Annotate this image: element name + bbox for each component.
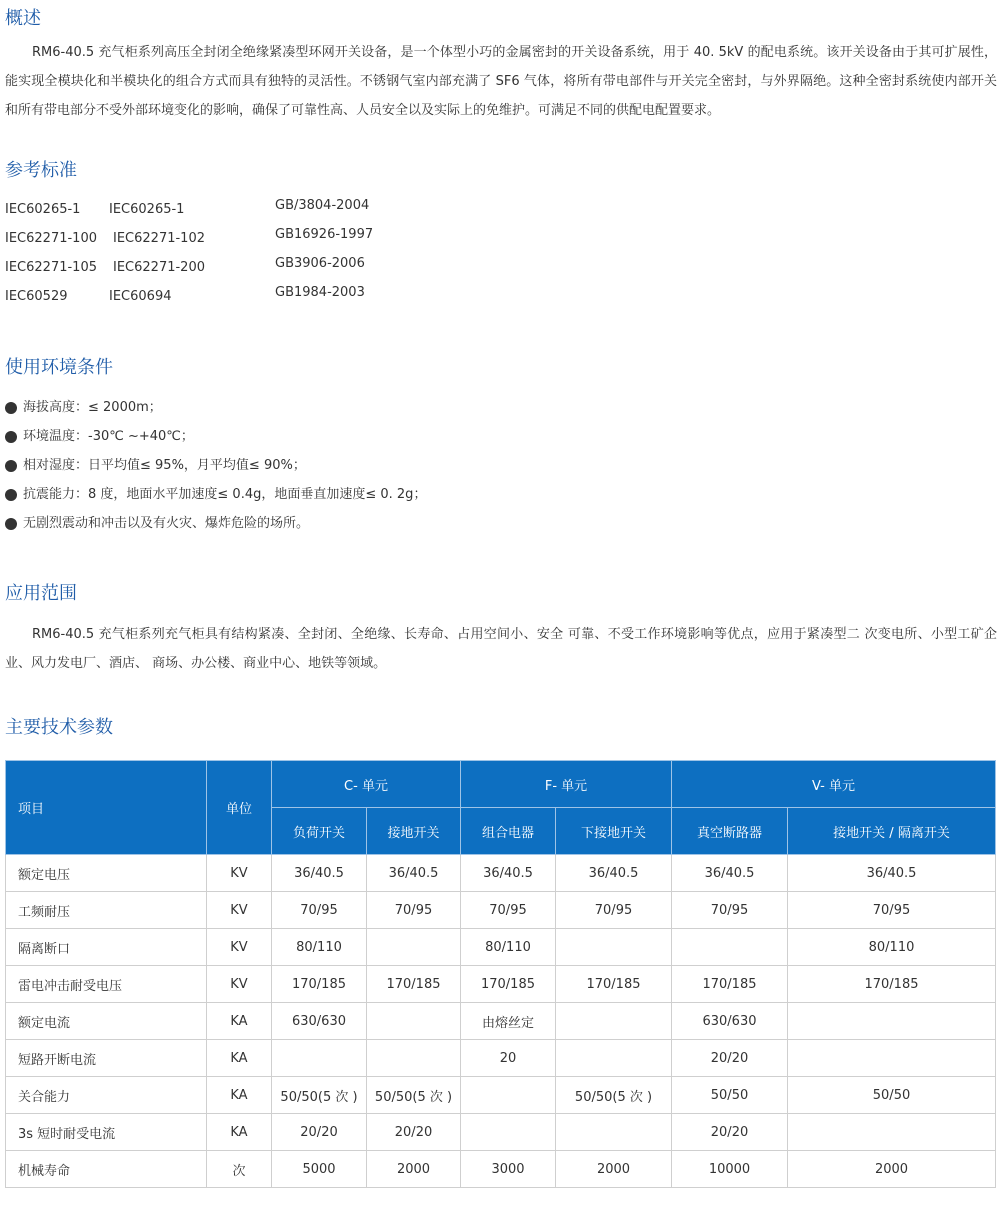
standard-item: IEC60265-1 [5, 202, 81, 217]
standard-item: GB3906-2006 [275, 256, 365, 271]
environment-list [5, 393, 426, 538]
list-item-text: 无剧烈震动和冲击以及有火灾、爆炸危险的场所。 [23, 516, 310, 531]
standard-item: IEC60529 [5, 289, 68, 304]
table-cell: 2000 [788, 1151, 996, 1188]
list-item [5, 393, 426, 422]
row-unit: KV [207, 966, 272, 1003]
row-unit: KA [207, 1040, 272, 1077]
table-cell: 70/95 [461, 892, 556, 929]
row-unit: KA [207, 1114, 272, 1151]
row-label: 关合能力 [6, 1077, 207, 1114]
table-cell: 50/50(5 次 ) [272, 1077, 367, 1114]
standard-item: GB/3804-2004 [275, 198, 370, 213]
standard-item: IEC62271-105 [5, 260, 97, 275]
table-cell [367, 1040, 461, 1077]
table-row [6, 1077, 996, 1114]
standards-heading: 参考标准 [5, 160, 77, 181]
table-cell: 5000 [272, 1151, 367, 1188]
table-cell: 80/110 [788, 929, 996, 966]
table-cell [672, 929, 788, 966]
table-row [6, 892, 996, 929]
standard-item: GB1984-2003 [275, 285, 365, 300]
params-heading: 主要技术参数 [5, 717, 113, 738]
row-label: 额定电压 [6, 855, 207, 892]
table-cell: 36/40.5 [272, 855, 367, 892]
table-row [6, 1003, 996, 1040]
table-row [6, 855, 996, 892]
table-cell: 20/20 [672, 1114, 788, 1151]
header-sub: 负荷开关 [272, 808, 367, 855]
header-sub: 接地开关 [367, 808, 461, 855]
list-item-text: 相对湿度：日平均值≤ 95%，月平均值≤ 90%； [23, 458, 306, 473]
list-item [5, 509, 426, 538]
table-cell: 170/185 [367, 966, 461, 1003]
list-item [5, 480, 426, 509]
table-cell [367, 1003, 461, 1040]
standard-item: IEC62271-200 [113, 260, 205, 275]
table-cell: 70/95 [788, 892, 996, 929]
table-cell: 36/40.5 [367, 855, 461, 892]
header-unit: 单位 [207, 761, 272, 855]
list-item-text: 海拔高度：≤ 2000m； [23, 400, 162, 415]
table-cell: 36/40.5 [461, 855, 556, 892]
table-cell: 20 [461, 1040, 556, 1077]
standard-item: IEC62271-102 [113, 231, 205, 246]
standard-item: GB16926-1997 [275, 227, 374, 242]
table-cell: 170/185 [272, 966, 367, 1003]
row-unit: KA [207, 1003, 272, 1040]
table-cell: 70/95 [367, 892, 461, 929]
standard-item: IEC60265-1 [109, 202, 185, 217]
table-cell: 630/630 [672, 1003, 788, 1040]
list-item [5, 451, 426, 480]
table-cell: 2000 [556, 1151, 672, 1188]
row-label: 短路开断电流 [6, 1040, 207, 1077]
header-group: C- 单元 [272, 761, 461, 808]
table-cell: 20/20 [367, 1114, 461, 1151]
table-cell: 80/110 [461, 929, 556, 966]
header-sub: 接地开关 / 隔离开关 [788, 808, 996, 855]
table-cell: 170/185 [672, 966, 788, 1003]
table-cell: 70/95 [556, 892, 672, 929]
table-cell: 630/630 [272, 1003, 367, 1040]
row-label: 隔离断口 [6, 929, 207, 966]
table-cell: 20/20 [272, 1114, 367, 1151]
table-cell [461, 1114, 556, 1151]
table-cell: 50/50(5 次 ) [556, 1077, 672, 1114]
row-label: 雷电冲击耐受电压 [6, 966, 207, 1003]
table-cell [788, 1040, 996, 1077]
bullet-icon [5, 402, 17, 414]
application-heading: 应用范围 [5, 583, 77, 604]
row-label: 3s 短时耐受电流 [6, 1114, 207, 1151]
table-cell [367, 929, 461, 966]
bullet-icon [5, 489, 17, 501]
table-row [6, 929, 996, 966]
standard-item: IEC62271-100 [5, 231, 97, 246]
row-label: 工频耐压 [6, 892, 207, 929]
table-cell [272, 1040, 367, 1077]
table-cell: 由熔丝定 [461, 1003, 556, 1040]
row-unit: KV [207, 929, 272, 966]
table-cell: 70/95 [272, 892, 367, 929]
table-cell: 20/20 [672, 1040, 788, 1077]
table-cell: 36/40.5 [672, 855, 788, 892]
standard-item: IEC60694 [109, 289, 172, 304]
table-cell: 70/95 [672, 892, 788, 929]
table-cell [788, 1003, 996, 1040]
bullet-icon [5, 518, 17, 530]
table-cell [461, 1077, 556, 1114]
parameters-table-body [6, 855, 996, 1188]
list-item [5, 422, 426, 451]
row-unit: KV [207, 855, 272, 892]
table-row [6, 1114, 996, 1151]
application-paragraph: RM6-40.5 充气柜系列充气柜具有结构紧凑、全封闭、全绝缘、长寿命、占用空间小、安全 可靠、不受工作环境影响等优点，应用于紧凑型二 次变电所、小型工矿企业、风力发电厂、酒店、 商场、办公楼、商业中心、地铁等领域。 [5, 627, 997, 671]
table-cell [556, 1040, 672, 1077]
row-label: 机械寿命 [6, 1151, 207, 1188]
bullet-icon [5, 431, 17, 443]
table-cell: 170/185 [461, 966, 556, 1003]
table-row [6, 966, 996, 1003]
table-cell: 50/50 [788, 1077, 996, 1114]
table-cell: 50/50 [672, 1077, 788, 1114]
parameters-table [5, 760, 996, 1188]
table-cell [556, 929, 672, 966]
header-group: F- 单元 [461, 761, 672, 808]
bullet-icon [5, 460, 17, 472]
environment-heading: 使用环境条件 [5, 357, 113, 378]
table-cell: 3000 [461, 1151, 556, 1188]
header-item: 项目 [6, 761, 207, 855]
table-cell: 80/110 [272, 929, 367, 966]
table-cell [788, 1114, 996, 1151]
row-label: 额定电流 [6, 1003, 207, 1040]
table-cell: 36/40.5 [556, 855, 672, 892]
header-sub: 下接地开关 [556, 808, 672, 855]
row-unit: 次 [207, 1151, 272, 1188]
header-sub: 真空断路器 [672, 808, 788, 855]
table-row [6, 1151, 996, 1188]
table-cell: 2000 [367, 1151, 461, 1188]
table-cell: 170/185 [556, 966, 672, 1003]
table-row [6, 1040, 996, 1077]
table-cell: 10000 [672, 1151, 788, 1188]
list-item-text: 抗震能力：8 度，地面水平加速度≤ 0.4g，地面垂直加速度≤ 0. 2g； [23, 487, 427, 502]
overview-heading: 概述 [5, 8, 41, 29]
row-unit: KV [207, 892, 272, 929]
table-cell: 170/185 [788, 966, 996, 1003]
header-sub: 组合电器 [461, 808, 556, 855]
table-cell [556, 1003, 672, 1040]
list-item-text: 环境温度：-30℃ ~+40℃； [23, 429, 194, 444]
table-cell: 36/40.5 [788, 855, 996, 892]
header-group: V- 单元 [672, 761, 996, 808]
table-cell: 50/50(5 次 ) [367, 1077, 461, 1114]
overview-paragraph: RM6-40.5 充气柜系列高压全封闭全绝缘紧凑型环网开关设备，是一个体型小巧的金属密封的开关设备系统，用于 40. 5kV 的配电系统。该开关设备由于其可扩展性，能实现全模块化和半模块化的组合方式而具有独特的灵活性。不锈钢气室内部充满了 SF6 气体，将所有带电部件与开关完全密封，与外界隔绝。这种全密封系统使内部开关和所有带电部分不受外部环境变化的影响，确保了可靠性高、人员安全以及实际上的免维护。可满足不同的供配电配置要求。 [5, 45, 997, 118]
row-unit: KA [207, 1077, 272, 1114]
table-cell [556, 1114, 672, 1151]
standards-list [5, 196, 405, 316]
